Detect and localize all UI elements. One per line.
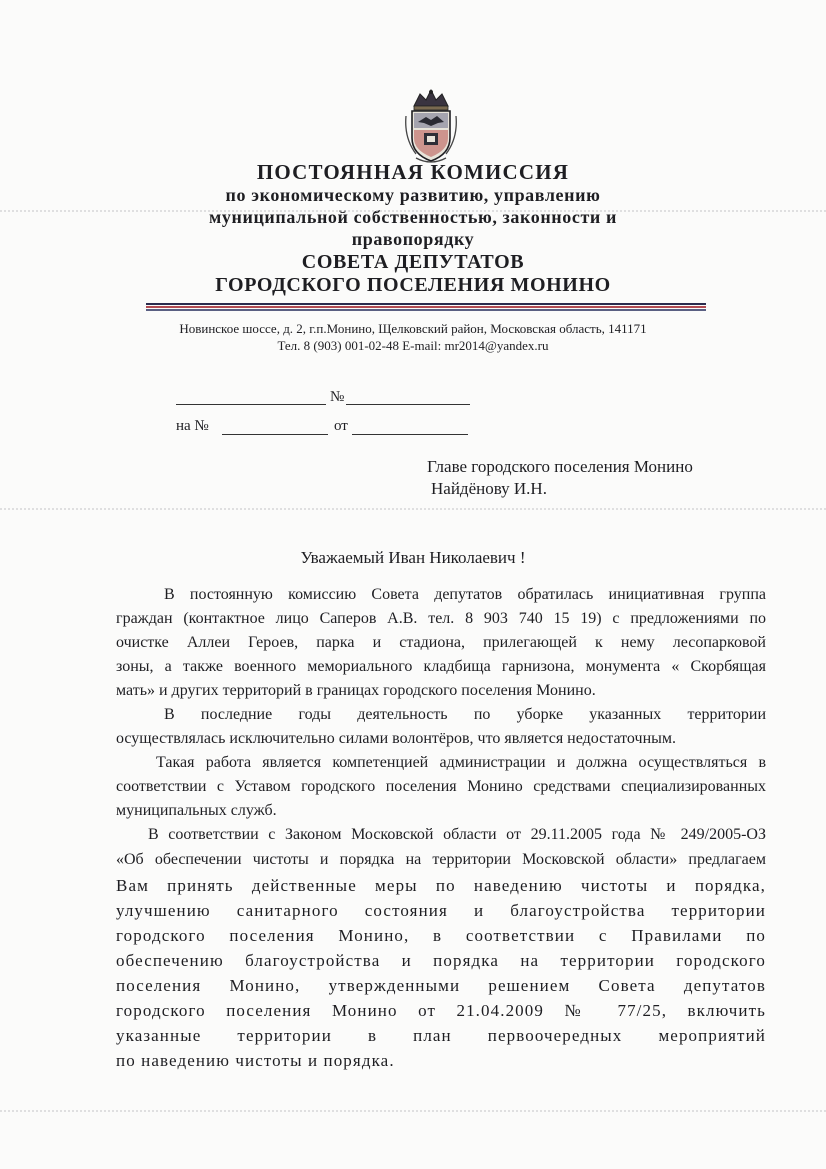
body-line: осуществлялась исключительно силами волонтёров, что является недостаточным. [116,730,676,747]
outgoing-number-label: № [330,389,345,405]
reference-date-line [352,434,468,435]
outgoing-date-line [176,404,326,405]
body-line: муниципальных служб. [116,802,277,819]
body-line: поселения Монино, утвержденными решением Совета депутатов [116,976,766,995]
header-divider [146,303,706,312]
scan-artifact [0,508,826,510]
addressee-position: Главе городского поселения Монино [427,457,693,476]
body-line: Вам принять действенные меры по наведению чистоты и порядка, [116,876,766,895]
body-line: граждан (контактное лицо Саперов А.В. тел. 8 903 740 15 19) с предложениями по [116,610,766,627]
body-line: Такая работа является компетенцией администрации и должна осуществляться в [156,754,766,771]
body-line: улучшению санитарного состояния и благоустройства территории [116,901,766,920]
postal-address: Новинское шоссе, д. 2, г.п.Монино, Щелковский район, Московская область, 141171 [179,321,647,336]
addressee-name: Найдёнову И.Н. [431,479,547,498]
body-line: городского поселения Монино, в соответствии с Правилами по [116,926,766,945]
scan-artifact [0,210,826,212]
coat-of-arms-icon [400,86,462,166]
body-line: «Об обеспечении чистоты и порядка на территории Московской области» предлагаем [116,851,766,868]
body-line: В постоянную комиссию Совета депутатов обратилась инициативная группа [164,586,766,603]
body-line: В соответствии с Законом Московской области от 29.11.2005 года № 249/2005-ОЗ [148,826,766,843]
greeting: Уважаемый Иван Николаевич ! [300,548,526,567]
body-line: очистке Аллеи Героев, парка и стадиона, прилегающей к нему лесопарковой [116,634,766,651]
contact-phone-email: Тел. 8 (903) 001-02-48 E-mail: mr2014@yandex.ru [277,338,549,353]
body-line: по наведению чистоты и порядка. [116,1051,395,1070]
body-line: зоны, а также военного мемориального кладбища гарнизона, монумента « Скорбящая [116,658,766,675]
outgoing-number-line [346,404,470,405]
commission-subtitle-line3: правопорядку [351,229,475,249]
commission-subtitle-line2: муниципальной собственностью, законности и [209,207,617,227]
body-line: мать» и других территорий в границах городского поселения Монино. [116,682,596,699]
settlement-title: ГОРОДСКОГО ПОСЕЛЕНИЯ МОНИНО [215,274,611,296]
council-title: СОВЕТА ДЕПУТАТОВ [301,251,525,273]
body-line: обеспечению благоустройства и порядка на территории городского [116,951,766,970]
body-line: соответствии с Уставом городского поселения Монино средствами специализированных [116,778,766,795]
reference-number-line [222,434,328,435]
body-line: В последние годы деятельность по уборке указанных территории [164,706,766,723]
reference-date-label: от [334,418,348,434]
body-line: указанные территории в план первоочередных мероприятий [116,1026,766,1045]
reference-number-label: на № [176,418,209,434]
commission-subtitle-line1: по экономическому развитию, управлению [225,185,601,205]
commission-title: ПОСТОЯННАЯ КОМИССИЯ [256,160,570,184]
body-line: городского поселения Монино от 21.04.2009 № 77/25, включить [116,1001,766,1020]
scan-artifact [0,1110,826,1112]
